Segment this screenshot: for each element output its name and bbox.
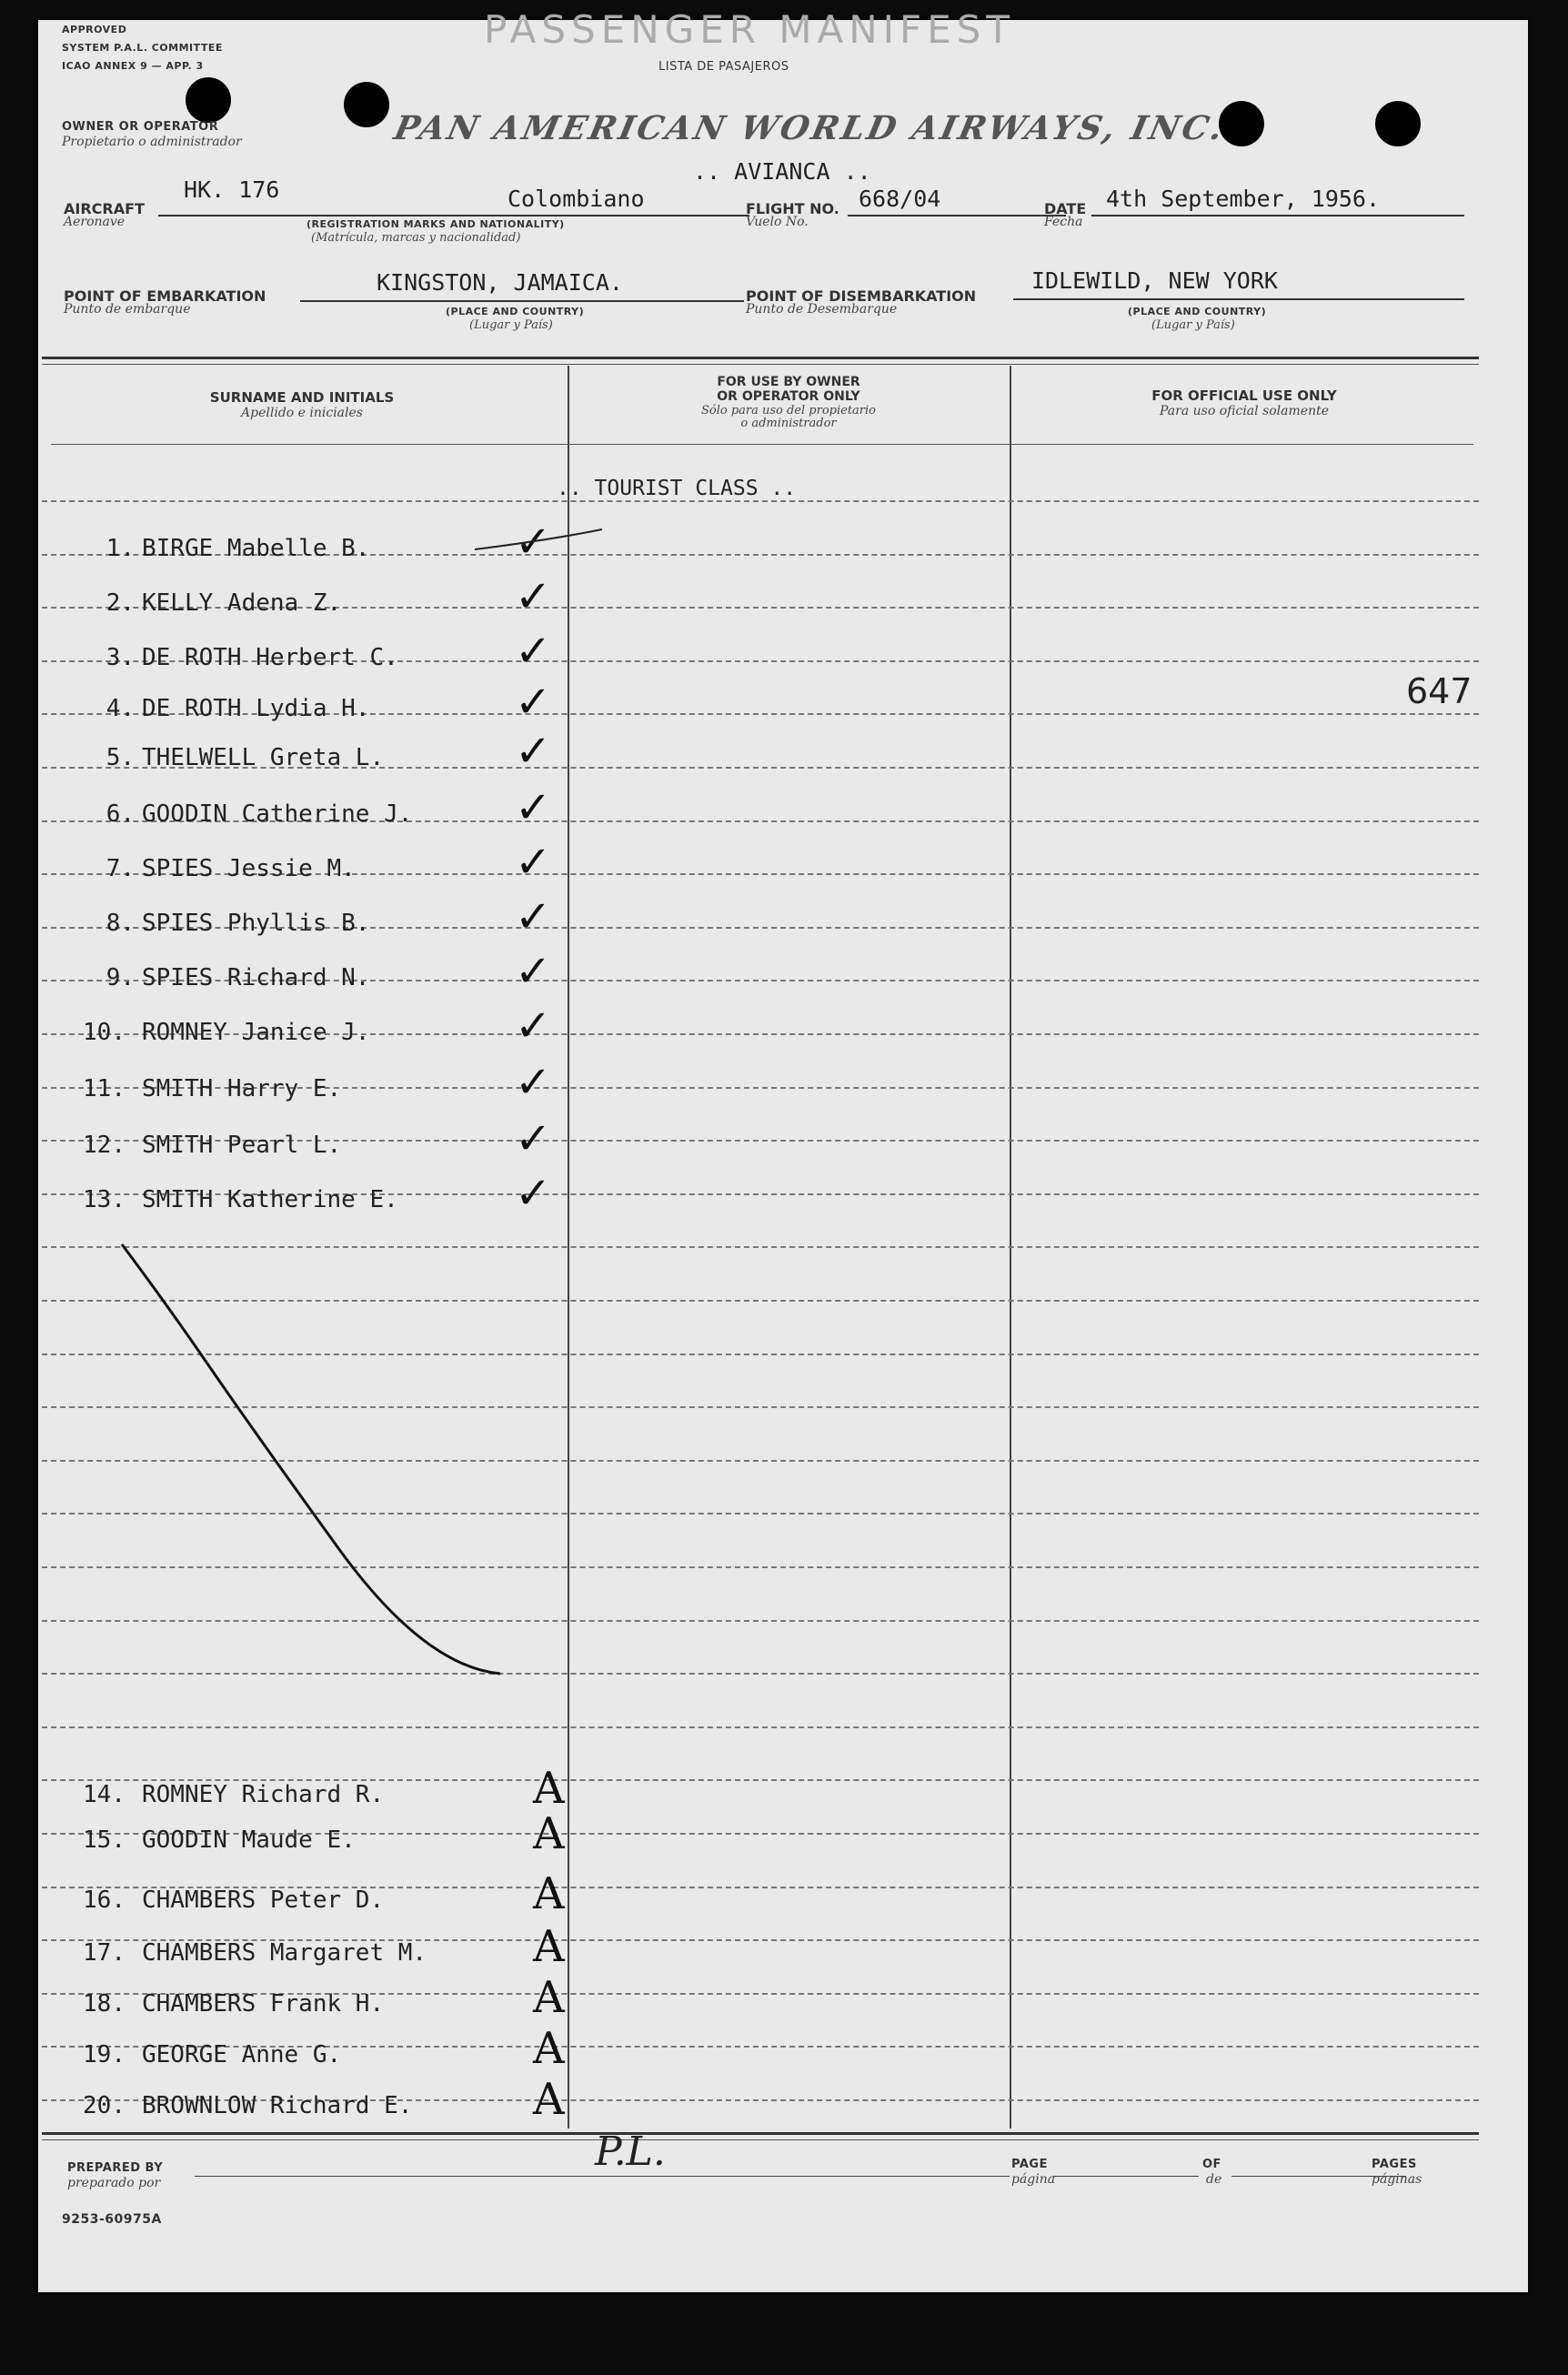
- column-header-owner-use: FOR USE BY OWNER: [717, 375, 860, 389]
- column-header-owner-use: OR OPERATOR ONLY: [717, 389, 860, 404]
- handwritten-a: A: [533, 1868, 565, 1919]
- passenger-number: 3.: [106, 644, 135, 671]
- passenger-number: 10.: [83, 1019, 126, 1046]
- checkmark: ✓: [515, 571, 552, 622]
- place-caption: (PLACE AND COUNTRY): [446, 306, 585, 317]
- column-header-owner-use-es: o administrador: [740, 417, 837, 430]
- passenger-name: SPIES Richard N.: [142, 964, 370, 991]
- preparer-signature: P.L.: [595, 2128, 666, 2175]
- passenger-number: 16.: [83, 1887, 126, 1914]
- passenger-number: 5.: [106, 744, 135, 771]
- passenger-number: 11.: [83, 1075, 126, 1102]
- checkmark: ✓: [515, 626, 552, 677]
- passenger-name: CHAMBERS Peter D.: [142, 1887, 385, 1914]
- airline-name: PAN AMERICAN WORLD AIRWAYS, INC.: [390, 109, 1230, 147]
- passenger-number: 17.: [83, 1939, 126, 1967]
- passenger-number: 12.: [83, 1132, 126, 1159]
- passenger-name: SPIES Phyllis B.: [142, 910, 370, 937]
- passenger-number: 4.: [106, 695, 135, 722]
- pages-label: PAGES: [1372, 2158, 1417, 2171]
- table-bottom-rule: [42, 2132, 1479, 2135]
- pages-label-es: páginas: [1372, 2172, 1422, 2187]
- handwritten-a: A: [533, 1921, 565, 1972]
- page-number-annotation: 647: [1406, 671, 1473, 711]
- checkmark: ✓: [515, 1168, 552, 1219]
- column-header-surname: SURNAME AND INITIALS: [209, 389, 395, 406]
- column-header-official-use-es: Para uso oficial solamente: [1160, 404, 1329, 418]
- passenger-number: 7.: [106, 855, 135, 882]
- flight-label: FLIGHT NO.: [746, 200, 839, 217]
- flight-label-es: Vuelo No.: [746, 215, 809, 229]
- passenger-number: 6.: [106, 800, 135, 828]
- date-label-es: Fecha: [1044, 215, 1083, 229]
- embarkation-point: KINGSTON, JAMAICA.: [377, 269, 623, 296]
- passenger-name: SMITH Katherine E.: [142, 1186, 398, 1213]
- passenger-number: 15.: [83, 1827, 126, 1854]
- checkmark: ✓: [515, 946, 552, 997]
- page-underline: [1053, 2176, 1199, 2177]
- handwritten-a: A: [533, 1763, 565, 1814]
- passenger-name: KELLY Adena Z.: [142, 589, 342, 617]
- passenger-name: BROWNLOW Richard E.: [142, 2092, 413, 2119]
- disembarkation-label: POINT OF DISEMBARKATION: [746, 287, 977, 305]
- handwritten-a: A: [533, 1808, 565, 1859]
- embarkation-label-es: Punto de embarque: [64, 302, 191, 317]
- passenger-name: DE ROTH Lydia H.: [142, 695, 370, 722]
- passenger-name: GOODIN Maude E.: [142, 1827, 356, 1854]
- handwritten-a: A: [533, 2074, 565, 2125]
- aircraft-registration: HK. 176: [184, 176, 280, 203]
- column-header-surname-es: Apellido e iniciales: [241, 406, 363, 420]
- passenger-name: THELWELL Greta L.: [142, 744, 385, 771]
- passenger-name: CHAMBERS Margaret M.: [142, 1939, 427, 1967]
- passenger-name: CHAMBERS Frank H.: [142, 1990, 385, 2018]
- registration-caption-es: (Matrícula, marcas y nacionalidad): [311, 231, 521, 245]
- passenger-number: 19.: [83, 2041, 126, 2068]
- passenger-number: 18.: [83, 1990, 126, 2018]
- of-label: OF: [1202, 2158, 1221, 2171]
- passenger-name: SMITH Harry E.: [142, 1075, 342, 1102]
- aircraft-label-es: Aeronave: [64, 215, 126, 229]
- passenger-number: 9.: [106, 964, 135, 991]
- of-label-es: de: [1206, 2172, 1222, 2187]
- place-caption-es: (Lugar y País): [1151, 318, 1235, 332]
- checkmark: ✓: [515, 677, 552, 728]
- column-header-official-use: FOR OFFICIAL USE ONLY: [1151, 387, 1337, 404]
- owner-label-es: Propietario o administrador: [62, 135, 242, 149]
- disembarkation-point: IDLEWILD, NEW YORK: [1031, 267, 1278, 294]
- manifest-sheet: [38, 7, 1528, 2292]
- owner-label: OWNER OR OPERATOR: [62, 120, 219, 134]
- checkmark: ✓: [515, 726, 552, 777]
- flight-number: 668/04: [859, 186, 941, 212]
- page-label-es: página: [1011, 2172, 1056, 2187]
- place-caption: (PLACE AND COUNTRY): [1128, 306, 1267, 317]
- aircraft-nationality: Colombiano: [508, 186, 645, 212]
- checkmark: ✓: [515, 1001, 552, 1052]
- checkmark: ✓: [515, 837, 552, 888]
- form-number: 9253-60975A: [62, 2212, 162, 2227]
- passenger-number: 20.: [83, 2092, 126, 2119]
- page-label: PAGE: [1011, 2158, 1048, 2171]
- checkmark: ✓: [515, 1057, 552, 1108]
- blank-rows-strikeout: [38, 20, 1528, 2292]
- registration-caption: (REGISTRATION MARKS AND NATIONALITY): [307, 218, 565, 230]
- approval-line: ICAO ANNEX 9 — APP. 3: [62, 60, 204, 72]
- manifest-title-es: LISTA DE PASAJEROS: [658, 60, 789, 74]
- passenger-number: 2.: [106, 589, 135, 617]
- checkmark: ✓: [515, 891, 552, 942]
- operator-name: .. AVIANCA ..: [693, 158, 871, 185]
- flight-date: 4th September, 1956.: [1106, 186, 1381, 212]
- approval-line: SYSTEM P.A.L. COMMITTEE: [62, 42, 223, 54]
- passenger-number: 13.: [83, 1186, 126, 1213]
- passenger-name: GEORGE Anne G.: [142, 2041, 342, 2068]
- checkmark: ✓: [515, 782, 552, 833]
- passenger-name: ROMNEY Richard R.: [142, 1781, 385, 1808]
- aircraft-label: AIRCRAFT: [64, 200, 145, 217]
- passenger-name: ROMNEY Janice J.: [142, 1019, 370, 1046]
- passenger-name: DE ROTH Herbert C.: [142, 644, 398, 671]
- manifest-title: PASSENGER MANIFEST: [484, 7, 1016, 52]
- passenger-number: 8.: [106, 910, 135, 937]
- handwritten-a: A: [533, 1972, 565, 2023]
- table-bottom-rule: [42, 2139, 1479, 2140]
- prepared-by-label: PREPARED BY: [67, 2161, 164, 2175]
- column-header-owner-use-es: Sólo para uso del propietario: [700, 404, 877, 418]
- embarkation-label: POINT OF EMBARKATION: [64, 287, 266, 305]
- passenger-number: 1.: [106, 535, 135, 562]
- approval-line: APPROVED: [62, 24, 127, 35]
- passenger-name: SPIES Jessie M.: [142, 855, 356, 882]
- disembarkation-label-es: Punto de Desembarque: [746, 302, 898, 317]
- passenger-number: 14.: [83, 1781, 126, 1808]
- place-caption-es: (Lugar y País): [469, 318, 553, 332]
- prepared-by-label-es: preparado por: [67, 2176, 161, 2190]
- date-label: DATE: [1044, 200, 1087, 217]
- passenger-name: GOODIN Catherine J.: [142, 800, 413, 828]
- checkmark: ✓: [515, 1113, 552, 1164]
- handwritten-a: A: [533, 2023, 565, 2074]
- checkmark: ✓: [515, 517, 552, 568]
- passenger-name: SMITH Pearl L.: [142, 1132, 342, 1159]
- strikeout-line: [122, 1244, 500, 1674]
- prepared-underline: [195, 2176, 1010, 2177]
- tick-stroke: [475, 529, 602, 549]
- class-label: .. TOURIST CLASS ..: [557, 477, 797, 500]
- passenger-name: BIRGE Mabelle B.: [142, 535, 370, 562]
